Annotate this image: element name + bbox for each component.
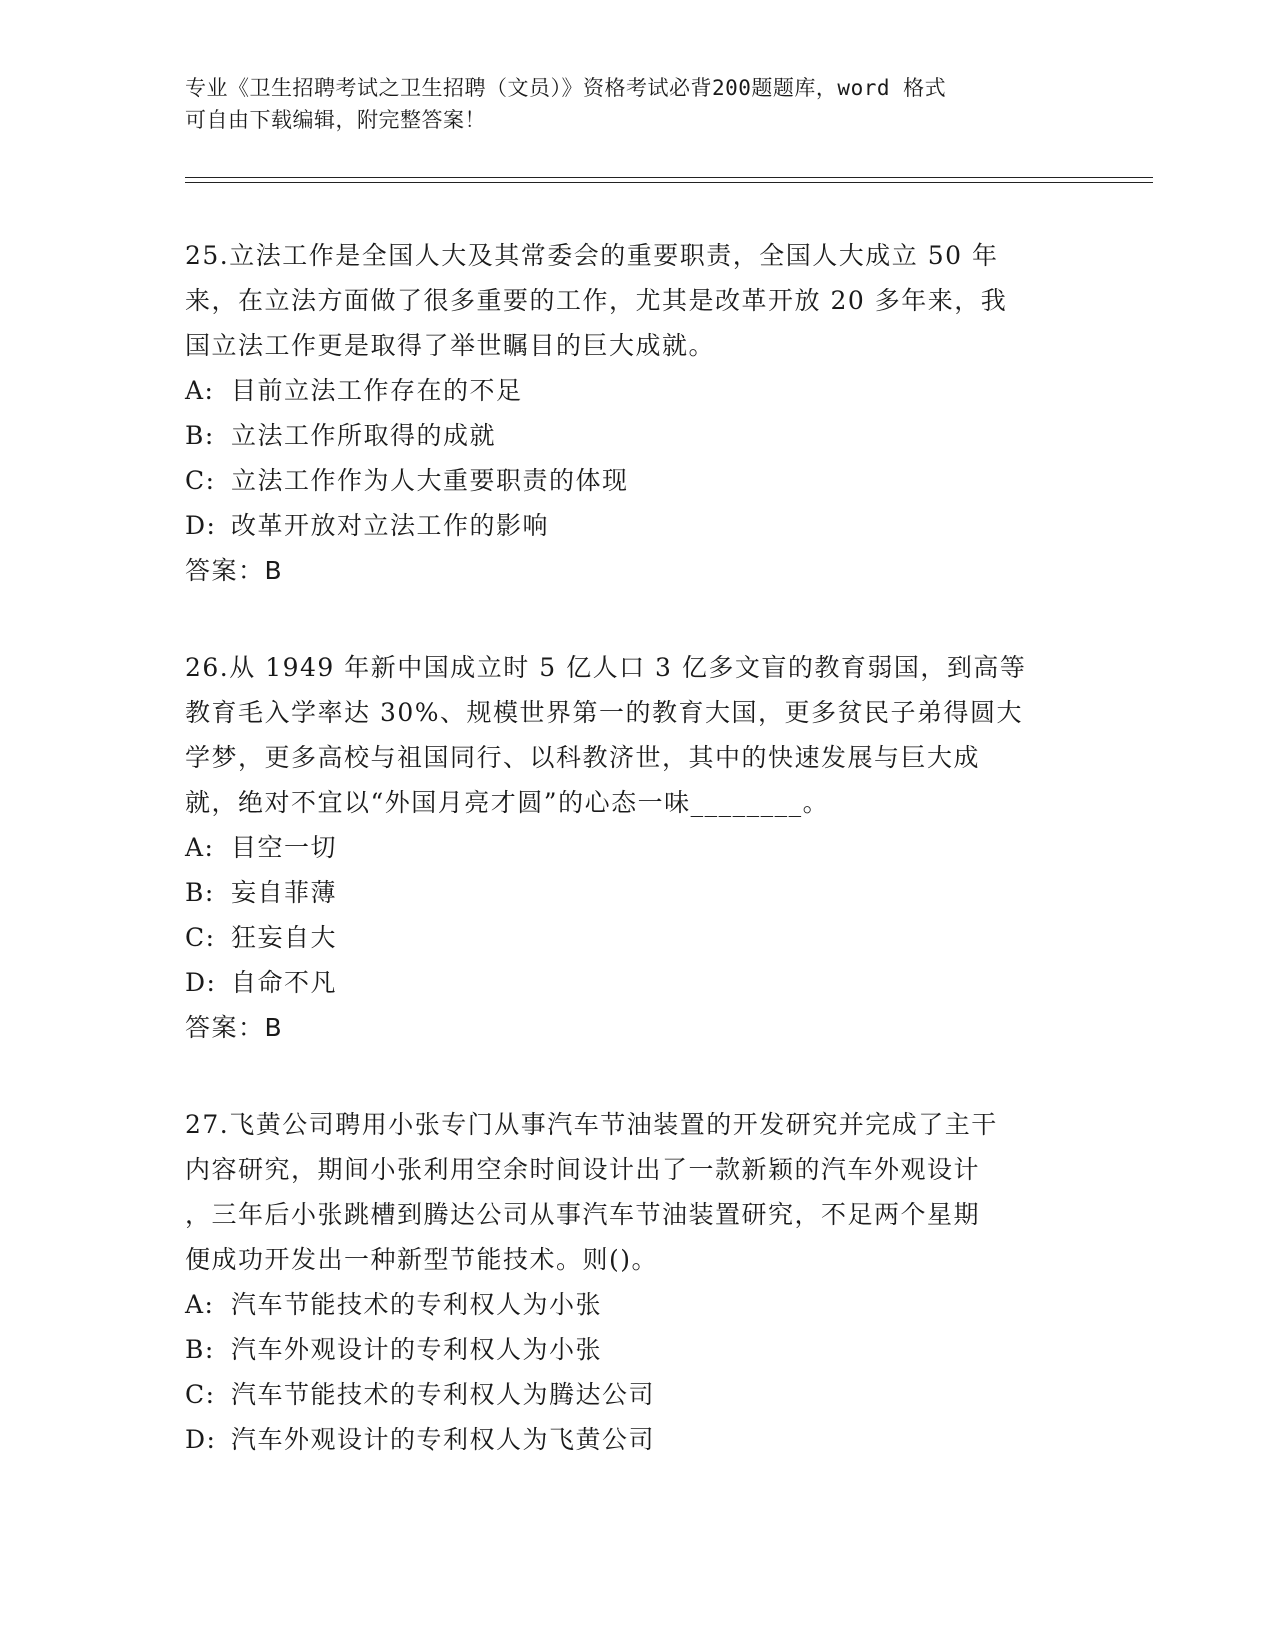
option-key: B: — [185, 878, 215, 907]
option-a — [185, 825, 1085, 870]
question-text-line: 来，在立法方面做了很多重要的工作，尤其是改革开放 20 多年来，我 — [185, 286, 1008, 315]
option-key: B: — [185, 421, 215, 450]
option-c — [185, 458, 1085, 503]
question-text-line: 就，绝对不宜以“外国月亮才圆”的心态一味________。 — [185, 788, 830, 817]
option-text: 汽车节能技术的专利权人为小张 — [231, 1290, 603, 1319]
option-key: D: — [185, 968, 217, 997]
option-key: B: — [185, 1335, 215, 1364]
question-text-line: 便成功开发出一种新型节能技术。则()。 — [185, 1245, 659, 1274]
header-divider-top — [185, 177, 1153, 178]
option-key: A: — [185, 376, 215, 405]
question-26 — [185, 645, 1085, 1050]
option-text: 立法工作作为人大重要职责的体现 — [231, 466, 629, 495]
question-text-line: 25.立法工作是全国人大及其常委会的重要职责，全国人大成立 50 年 — [185, 241, 999, 270]
option-text: 汽车外观设计的专利权人为小张 — [231, 1335, 603, 1364]
header-divider-bottom — [185, 182, 1153, 183]
option-text: 汽车节能技术的专利权人为腾达公司 — [231, 1380, 656, 1409]
answer-label: 答案：B — [185, 556, 284, 585]
option-text: 汽车外观设计的专利权人为飞黄公司 — [231, 1425, 656, 1454]
option-key: A: — [185, 1290, 215, 1319]
option-a — [185, 368, 1085, 413]
option-b — [185, 1327, 1085, 1372]
question-text-line: 学梦，更多高校与祖国同行、以科教济世，其中的快速发展与巨大成 — [185, 743, 981, 772]
header-line-2: 可自由下载编辑，附完整答案！ — [185, 108, 486, 132]
option-key: A: — [185, 833, 215, 862]
option-c — [185, 1372, 1085, 1417]
option-text: 自命不凡 — [231, 968, 338, 997]
answer-label: 答案：B — [185, 1013, 284, 1042]
document-header — [185, 72, 1065, 136]
option-key: C: — [185, 466, 216, 495]
option-d — [185, 1417, 1085, 1462]
option-b — [185, 870, 1085, 915]
option-a — [185, 1282, 1085, 1327]
option-d — [185, 503, 1085, 548]
option-text: 目空一切 — [231, 833, 338, 862]
question-text-line: 内容研究，期间小张利用空余时间设计出了一款新颖的汽车外观设计 — [185, 1155, 981, 1184]
question-text-line: 27.飞黄公司聘用小张专门从事汽车节油装置的开发研究并完成了主干 — [185, 1110, 998, 1139]
question-text-line: 26.从 1949 年新中国成立时 5 亿人口 3 亿多文盲的教育弱国，到高等 — [185, 653, 1027, 682]
option-key: D: — [185, 511, 217, 540]
option-text: 改革开放对立法工作的影响 — [231, 511, 550, 540]
option-key: C: — [185, 923, 216, 952]
option-text: 妄自菲薄 — [231, 878, 338, 907]
option-text: 立法工作所取得的成就 — [231, 421, 497, 450]
question-text-line: 国立法工作更是取得了举世瞩目的巨大成就。 — [185, 331, 716, 360]
option-text: 狂妄自大 — [231, 923, 338, 952]
option-b — [185, 413, 1085, 458]
option-d — [185, 960, 1085, 1005]
header-line-1: 专业《卫生招聘考试之卫生招聘（文员）》资格考试必背200题题库，word 格式 — [185, 76, 947, 100]
question-27 — [185, 1102, 1085, 1462]
question-25 — [185, 233, 1085, 593]
question-text-line: ，三年后小张跳槽到腾达公司从事汽车节油装置研究，不足两个星期 — [185, 1200, 981, 1229]
option-c — [185, 915, 1085, 960]
question-text-line: 教育毛入学率达 30%、规模世界第一的教育大国，更多贫民子弟得圆大 — [185, 698, 1024, 727]
option-text: 目前立法工作存在的不足 — [231, 376, 523, 405]
option-key: D: — [185, 1425, 217, 1454]
option-key: C: — [185, 1380, 216, 1409]
